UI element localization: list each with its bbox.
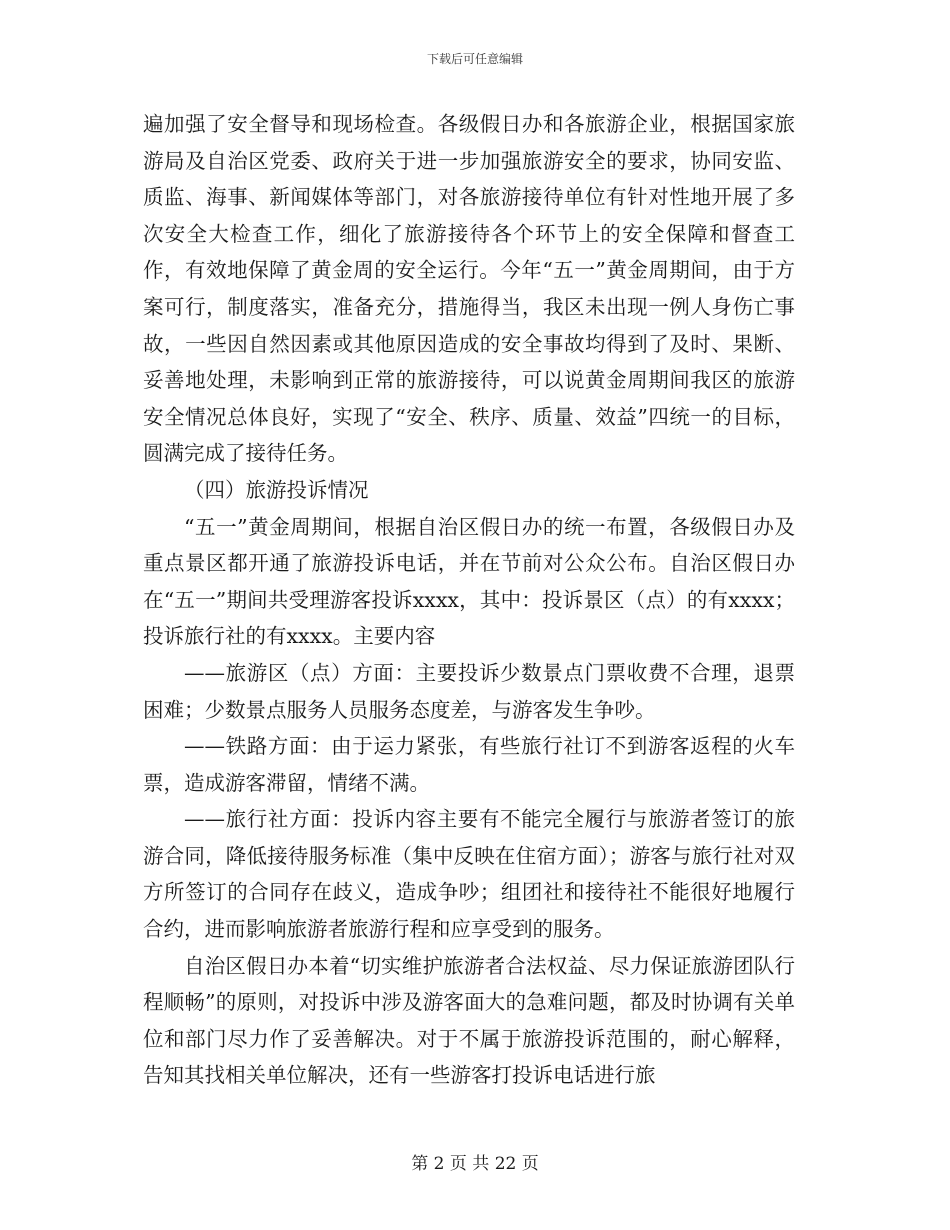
- page-header: 下载后可任意编辑: [426, 52, 523, 66]
- paragraph-safety-continuation: 遍加强了安全督导和现场检查。各级假日办和各旅游企业，根据国家旅游局及自治区党委、政府关于进一步加强旅游安全的要求，协同安监、质监、海事、新闻媒体等部门，对各旅游接待单位有针对性地开展了多次安全大检查工作，细化了旅游接待各个环节上的安全保障和督查工作，有效地保障了黄金周的安全运行。今年“五一”黄金周期间，由于方案可行，制度落实，准备充分，措施得当，我区未出现一例人身伤亡事故，一些因自然因素或其他原因造成的安全事故均得到了及时、果断、妥善地处理，未影响到正常的旅游接待，可以说黄金周期间我区的旅游安全情况总体良好，实现了“安全、秩序、质量、效益”四统一的目标，圆满完成了接待任务。: [143, 112, 795, 466]
- section-heading-complaints: （四）旅游投诉情况: [184, 477, 369, 502]
- document-body: [143, 106, 795, 1094]
- page-number: 第 2 页 共 22 页: [411, 1154, 539, 1174]
- list-item-railway: ——铁路方面：由于运力紧张，有些旅行社订不到游客返程的火车票，造成游客滞留，情绪不满。: [143, 734, 795, 795]
- paragraph-resolution: 自治区假日办本着“切实维护旅游者合法权益、尽力保证旅游团队行程顺畅”的原则，对投诉中涉及游客面大的急难问题，都及时协调有关单位和部门尽力作了妥善解决。对于不属于旅游投诉范围的，耐心解释，告知其找相关单位解决，还有一些游客打投诉电话进行旅: [143, 953, 795, 1088]
- list-item-scenic-spots: ——旅游区（点）方面：主要投诉少数景点门票收费不合理，退票困难；少数景点服务人员服务态度差，与游客发生争吵。: [143, 660, 795, 722]
- paragraph-complaints-summary: “五一”黄金周期间，根据自治区假日办的统一布置，各级假日办及重点景区都开通了旅游投诉电话，并在节前对公众公布。自治区假日办在“五一”期间共受理游客投诉xxxx，其中：投诉景区（点）的有xxxx；投诉旅行社的有xxxx。主要内容: [143, 514, 795, 649]
- list-item-travel-agency: ——旅行社方面：投诉内容主要有不能完全履行与旅游者签订的旅游合同，降低接待服务标准（集中反映在住宿方面）；游客与旅行社对双方所签订的合同存在歧义，造成争吵；组团社和接待社不能很好地履行合约，进而影响旅游者旅游行程和应享受到的服务。: [143, 807, 795, 942]
